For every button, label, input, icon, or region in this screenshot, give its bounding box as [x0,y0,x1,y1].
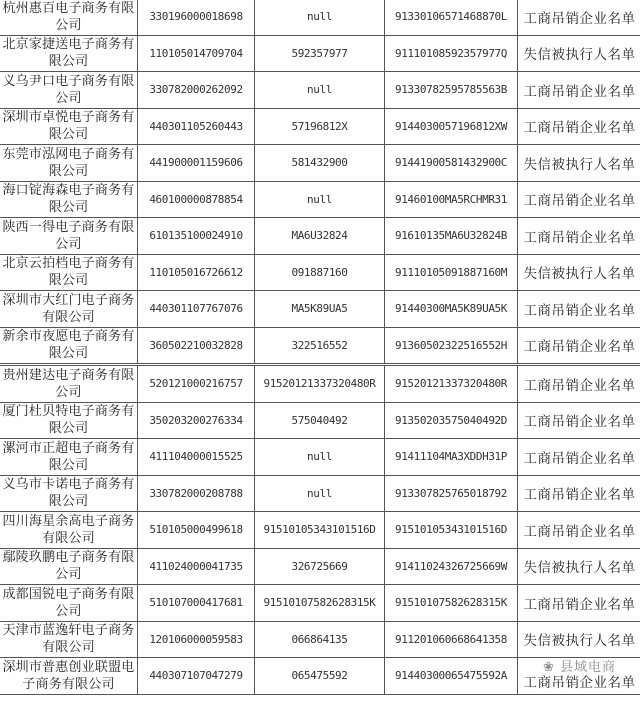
company-name: 东莞市泓网电子商务有限公司 [2,146,135,179]
organization-code-cell [255,254,385,291]
company-name: 漯河市正超电子商务有限公司 [2,440,135,473]
organization-code: 91510105343101516D [263,523,376,537]
credit-code-cell [385,145,518,182]
credit-code: 91350203575040492D [394,413,507,427]
wechat-watermark-icon: ❀ [542,660,560,676]
list-type-cell [518,35,640,72]
company-name-cell [0,475,138,512]
company-name: 深圳市普惠创业联盟电子商务有限公司 [2,659,135,692]
registration-number-cell [138,548,255,585]
credit-code-cell [385,585,518,622]
registration-number: 520121000216757 [149,377,243,391]
list-type: 失信被执行人名单 [523,633,636,650]
company-name: 深圳市卓悦电子商务有限公司 [2,110,135,143]
credit-code-cell [385,0,518,35]
organization-code: 322516552 [291,338,348,352]
credit-code-cell [385,512,518,549]
credit-code-cell [385,181,518,218]
table-row [0,181,640,218]
credit-code: 911201060668641358 [394,632,507,646]
list-type: 失信被执行人名单 [523,266,636,283]
company-name: 鄢陵玖鹏电子商务有限公司 [2,550,135,583]
credit-code-cell [385,291,518,328]
list-type: 失信被执行人名单 [523,156,636,173]
credit-code: 91330106571468870L [394,10,507,24]
list-type: 工商吊销企业名单 [523,120,636,137]
company-name: 天津市蓝逸轩电子商务有限公司 [2,623,135,656]
credit-code: 91460100MA5RCHMR31 [394,192,507,206]
organization-code: null [307,450,332,464]
list-type: 工商吊销企业名单 [523,487,636,504]
credit-code: 91360502322516552H [394,338,507,352]
registration-number-cell [138,658,255,695]
organization-code-cell [255,0,385,35]
table-row [0,145,640,182]
registration-number-cell [138,0,255,35]
list-type-cell [518,218,640,255]
company-name: 深圳市大红门电子商务有限公司 [2,292,135,325]
company-name-cell [0,291,138,328]
company-name-cell [0,585,138,622]
company-name-cell [0,254,138,291]
registration-number: 510107000417681 [149,596,243,610]
credit-code: 91411024326725669W [394,559,507,573]
company-name: 四川海星余高电子商务有限公司 [2,513,135,546]
credit-code-cell [385,365,518,403]
list-type-cell [518,0,640,35]
registration-number: 440301105260443 [149,119,243,133]
list-type-cell [518,327,640,365]
credit-code: 91440300MA5K89UA5K [394,302,507,316]
company-name-cell [0,365,138,403]
credit-code: 91110108592357977Q [394,46,507,60]
organization-code: 066864135 [291,632,348,646]
organization-code-cell [255,327,385,365]
organization-code-cell [255,475,385,512]
credit-code-cell [385,402,518,439]
credit-code-cell [385,218,518,255]
list-type: 工商吊销企业名单 [523,450,636,467]
list-type: 工商吊销企业名单 [523,193,636,210]
watermark-text: 县域电商 [560,660,617,676]
list-type: 工商吊销企业名单 [523,302,636,319]
company-name-cell [0,621,138,658]
organization-code: null [307,10,332,24]
registration-number-cell [138,108,255,145]
credit-code-cell [385,327,518,365]
list-type-cell [518,145,640,182]
organization-code: 91510107582628315K [263,596,376,610]
list-type-cell [518,365,640,403]
list-type-cell [518,512,640,549]
watermark [520,660,639,675]
company-name-cell [0,145,138,182]
company-name-cell [0,0,138,35]
credit-code: 91330782595785563B [394,83,507,97]
credit-code-cell [385,475,518,512]
organization-code: MA6U32824 [291,229,348,243]
registration-number: 350203200276334 [149,413,243,427]
organization-code-cell [255,585,385,622]
company-name: 新余市夜愿电子商务有限公司 [2,329,135,362]
company-name: 成都国锐电子商务有限公司 [2,586,135,619]
company-name: 贵州建达电子商务有限公司 [2,367,135,400]
credit-code-cell [385,35,518,72]
list-type: 工商吊销企业名单 [523,675,636,692]
registration-number: 441900001159606 [149,156,243,170]
credit-code: 91610135MA6U32824B [394,229,507,243]
table-row [0,439,640,476]
list-type-cell [518,108,640,145]
list-type-cell [518,621,640,658]
registration-number-cell [138,365,255,403]
list-type-cell [518,475,640,512]
company-name: 海口锭海森电子商务有限公司 [2,183,135,216]
list-type: 工商吊销企业名单 [523,229,636,246]
registration-number-cell [138,439,255,476]
table-row [0,548,640,585]
registration-number-cell [138,621,255,658]
organization-code-cell [255,291,385,328]
credit-code-cell [385,439,518,476]
list-type-cell [518,72,640,109]
credit-code-cell [385,108,518,145]
list-type: 工商吊销企业名单 [523,339,636,356]
organization-code: 592357977 [291,46,348,60]
list-type: 失信被执行人名单 [523,47,636,64]
credit-code-cell [385,254,518,291]
company-name: 杭州惠百电子商务有限公司 [2,0,135,33]
table-row [0,35,640,72]
credit-code: 91520121337320480R [394,377,507,391]
registration-number-cell [138,585,255,622]
credit-code-cell [385,548,518,585]
registration-number-cell [138,218,255,255]
registration-number-cell [138,402,255,439]
registration-number-cell [138,254,255,291]
registration-number: 330782000208788 [149,486,243,500]
table-row [0,327,640,365]
company-name-cell [0,658,138,695]
registration-number-cell [138,291,255,328]
table-row [0,512,640,549]
list-type-cell [518,402,640,439]
registration-number-cell [138,35,255,72]
company-name-cell [0,439,138,476]
table-row [0,254,640,291]
registration-number-cell [138,181,255,218]
registration-number: 440307107047279 [149,669,243,683]
organization-code-cell [255,145,385,182]
list-type: 工商吊销企业名单 [523,377,636,394]
registration-number: 330196000018698 [149,10,243,24]
list-type-cell [518,658,640,695]
organization-code: 57196812X [291,119,348,133]
organization-code: 065475592 [291,669,348,683]
credit-code-cell [385,621,518,658]
registration-number: 510105000499618 [149,523,243,537]
list-type: 工商吊销企业名单 [523,523,636,540]
credit-code: 91330782576501879​2 [394,486,507,500]
list-type-cell [518,254,640,291]
table-row [0,402,640,439]
list-type-cell [518,548,640,585]
table-row [0,475,640,512]
organization-code-cell [255,402,385,439]
list-type-cell [518,585,640,622]
credit-code: 91441900581432900C [394,156,507,170]
company-name-cell [0,327,138,365]
organization-code-cell [255,658,385,695]
company-name-cell [0,72,138,109]
registration-number-cell [138,475,255,512]
company-name: 北京家捷送电子商务有限公司 [2,37,135,70]
organization-code: 326725669 [291,559,348,573]
table-row [0,218,640,255]
list-type-cell [518,439,640,476]
registration-number-cell [138,145,255,182]
table-row [0,585,640,622]
organization-code-cell [255,512,385,549]
list-type-cell [518,181,640,218]
list-type: 工商吊销企业名单 [523,10,636,27]
table-row [0,658,640,695]
registration-number: 440301107767076 [149,302,243,316]
company-name-cell [0,548,138,585]
credit-code: 91440300065475592A [394,669,507,683]
table-row [0,365,640,403]
organization-code-cell [255,72,385,109]
list-type: 工商吊销企业名单 [523,596,636,613]
list-type: 失信被执行人名单 [523,560,636,577]
credit-code: 9144030057196812XW [394,119,507,133]
table-row [0,621,640,658]
registration-number: 610135100024910 [149,229,243,243]
company-name-cell [0,402,138,439]
table-row [0,72,640,109]
registration-number: 110105016726612 [149,265,243,279]
registration-number: 360502210032828 [149,338,243,352]
registration-number: 460100000878854 [149,192,243,206]
organization-code-cell [255,108,385,145]
table-row [0,291,640,328]
company-name-cell [0,108,138,145]
company-name: 北京云拍档电子商务有限公司 [2,256,135,289]
company-name-cell [0,218,138,255]
registration-number-cell [138,72,255,109]
registration-number: 411024000041735 [149,559,243,573]
credit-code-cell [385,658,518,695]
registration-number: 110105014709704 [149,46,243,60]
list-type-cell [518,291,640,328]
credit-code: 91110105091887160M [394,265,507,279]
list-type: 工商吊销企业名单 [523,414,636,431]
organization-code-cell [255,439,385,476]
organization-code: MA5K89UA5 [291,302,348,316]
table-row [0,108,640,145]
organization-code-cell [255,218,385,255]
credit-code-cell [385,72,518,109]
organization-code-cell [255,365,385,403]
registration-number: 330782000262092 [149,83,243,97]
organization-code-cell [255,621,385,658]
registration-number-cell [138,327,255,365]
company-name-cell [0,181,138,218]
company-name: 陕西一得电子商务有限公司 [2,219,135,252]
registration-number-cell [138,512,255,549]
company-name: 义乌尹口电子商务有限公司 [2,73,135,106]
registration-number: 411104000015525 [149,450,243,464]
organization-code: 575040492 [291,413,348,427]
organization-code: null [307,83,332,97]
credit-code: 91510107582628315K [394,596,507,610]
credit-code: 91411104MA3XDDH31P [394,450,507,464]
organization-code: null [307,486,332,500]
list-type: 工商吊销企业名单 [523,83,636,100]
organization-code-cell [255,548,385,585]
organization-code: 91520121337320480R [263,377,376,391]
table-row [0,0,640,35]
company-name: 义乌市卡诺电子商务有限公司 [2,477,135,510]
registration-number: 120106000059583 [149,632,243,646]
company-name-cell [0,35,138,72]
organization-code: 581432900 [291,156,348,170]
credit-code: 91510105343101516D [394,523,507,537]
company-name: 厦门杜贝特电子商务有限公司 [2,404,135,437]
organization-code-cell [255,35,385,72]
organization-code: null [307,192,332,206]
company-name-cell [0,512,138,549]
organization-code-cell [255,181,385,218]
organization-code: 091887160 [291,265,348,279]
